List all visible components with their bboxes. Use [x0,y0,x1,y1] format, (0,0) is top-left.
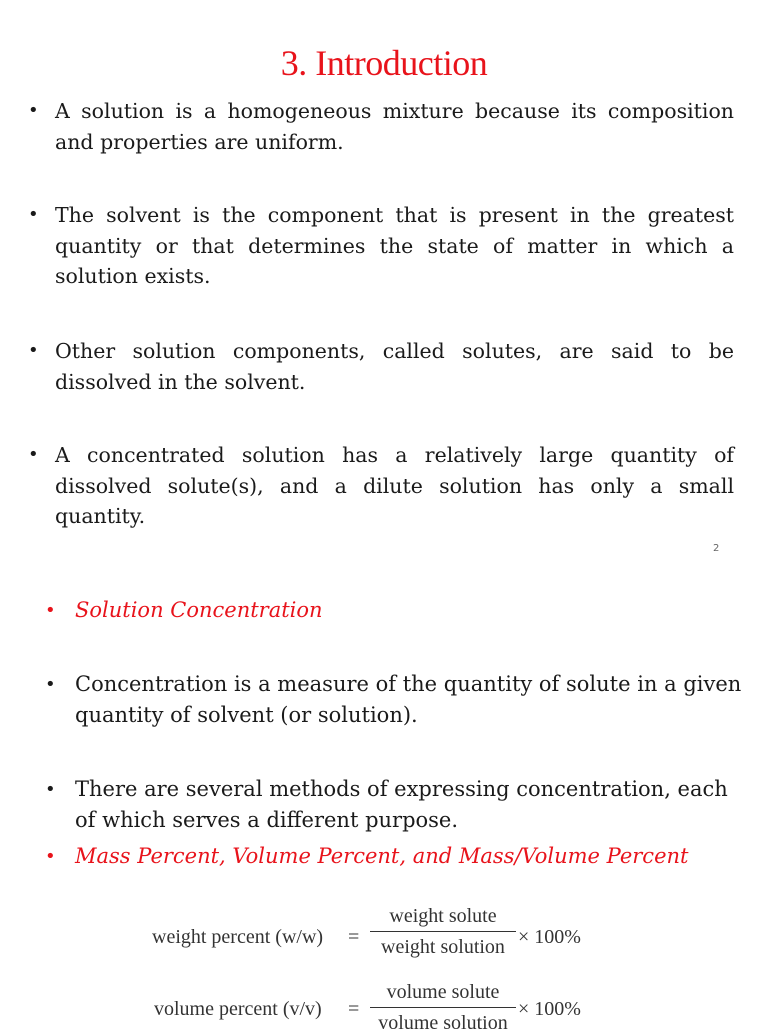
numerator: weight solute [389,905,497,927]
list-item [45,669,745,731]
bullet-marker: • [45,846,56,867]
numerator: volume solute [386,981,500,1003]
list-item [28,200,734,292]
bullet-text: Concentration is a measure of the quantity of solute in a given quantity of solvent (or solution). [75,672,742,727]
bullet-marker: • [28,100,39,121]
bullet-marker: • [45,674,56,695]
list-item [28,440,734,532]
bullet-text: Other solution components, called solutes, are said to be dissolved in the solvent. [55,339,734,394]
section-heading-text: Solution Concentration [75,598,323,622]
fraction [370,981,516,1035]
denominator: volume solution [378,1012,508,1035]
formula-lhs: weight percent (w/w) [152,926,324,948]
fraction [370,905,516,959]
bullet-text: A concentrated solution has a relatively large quantity of dissolved solute(s), and a dilute solution has only a small quantity. [55,443,734,528]
fraction-bar [370,1007,516,1008]
equals-sign: = [348,998,360,1020]
denominator: weight solution [381,936,505,959]
fraction-bar [370,931,516,932]
section-heading [45,595,745,626]
bullet-marker: • [45,600,56,621]
formula-lhs: volume percent (v/v) [154,998,322,1020]
multiplier: × 100% [518,926,581,948]
bullet-text: The solvent is the component that is present in the greatest quantity or that determines the state of matter in which a solution exists. [55,203,734,288]
page-number: 2 [713,543,720,554]
list-item [45,774,745,836]
multiplier: × 100% [518,998,581,1020]
bullet-text: There are several methods of expressing concentration, each of which serves a different purpose. [75,777,728,832]
page-title: 3. Introduction [280,43,488,83]
section-subheading [45,841,745,872]
bullet-marker: • [45,779,56,800]
bullet-marker: • [28,444,39,465]
bullet-marker: • [28,204,39,225]
subheading-text: Mass Percent, Volume Percent, and Mass/Volume Percent [75,844,689,868]
list-item [28,336,734,397]
bullet-text: A solution is a homogeneous mixture because its composition and properties are uniform. [55,99,734,154]
bullet-marker: • [28,340,39,361]
equals-sign: = [348,926,360,948]
list-item [28,96,734,157]
